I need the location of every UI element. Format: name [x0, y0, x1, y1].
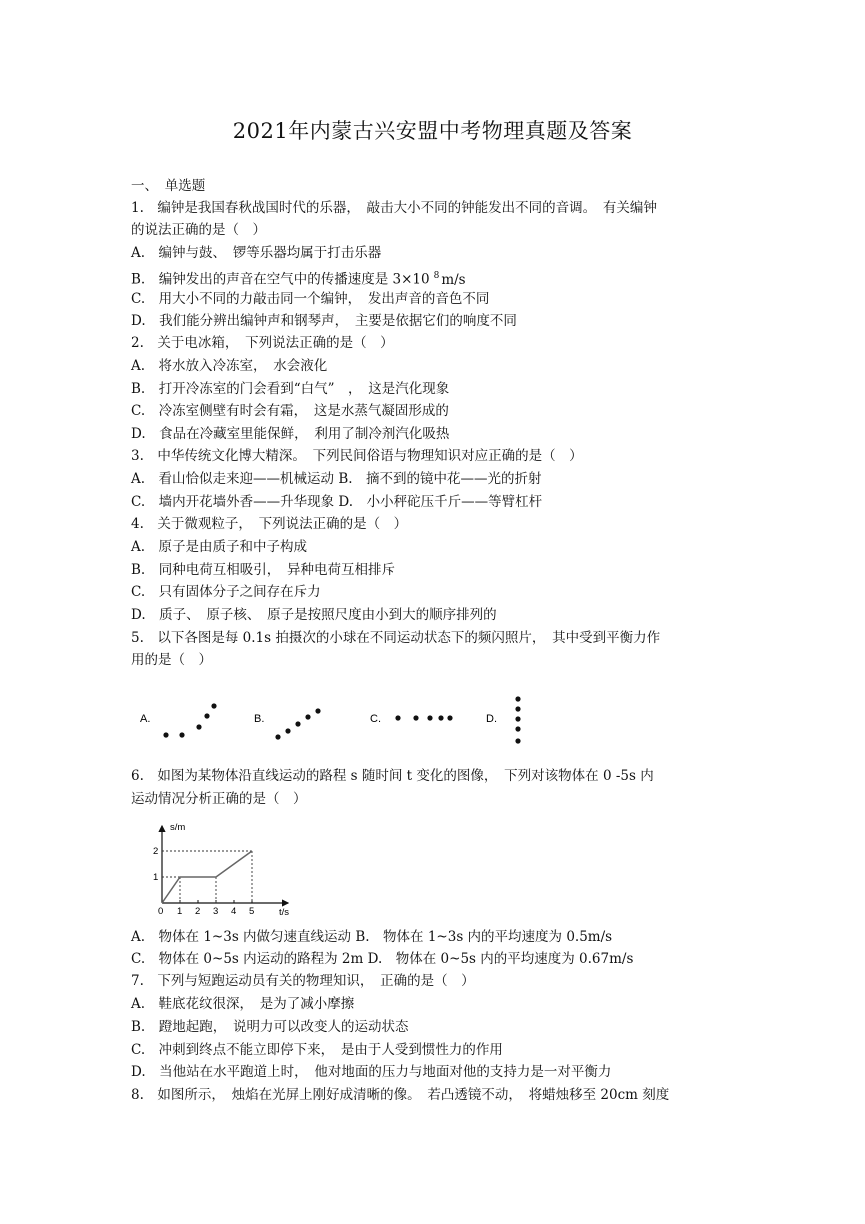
q5-label-b: B.: [254, 713, 265, 725]
strobe-dot: [211, 703, 216, 708]
question-8: 8. 如图所示， 烛焰在光屏上刚好成清晰的像。 若凸透镜不动， 将蜡烛移至 20cm 刻度: [131, 1087, 670, 1103]
q1-option-b: [131, 266, 466, 290]
question-1-cont: 的说法正确的是（ ）: [131, 222, 266, 238]
x-tick-label: 4: [231, 906, 237, 917]
q3-options-ab: A. 看山恰似走来迎——机械运动 B. 摘不到的镜中花——光的折射: [131, 471, 542, 487]
strobe-dot: [427, 715, 432, 720]
q4-option-d: D. 质子、 原子核、 原子是按照尺度由小到大的顺序排列的: [131, 607, 497, 623]
q6-st-chart: [150, 818, 300, 918]
q4-option-b: B. 同种电荷互相吸引， 异种电荷互相排斥: [131, 562, 395, 578]
q2-option-b: B. 打开冷冻室的门会看到“白气” ， 这是汽化现象: [131, 381, 450, 397]
q5-label-a: A.: [140, 713, 151, 725]
q5-label-c: C.: [370, 713, 381, 725]
strobe-dot: [515, 716, 520, 721]
q5-option-d: [486, 696, 521, 743]
question-6: 6. 如图为某物体沿直线运动的路程 s 随时间 t 变化的图像， 下列对该物体在 0 -5s 内: [131, 768, 654, 784]
question-4: 4. 关于微观粒子， 下列说法正确的是（ ）: [131, 516, 408, 532]
q1-option-b-text: B. 编钟发出的声音在空气中的传播速度是 3×10: [131, 271, 430, 288]
q7-option-d: D. 当他站在水平跑道上时， 他对地面的压力与地面对他的支持力是一对平衡力: [131, 1064, 612, 1080]
y-tick-label: 2: [153, 846, 159, 857]
q4-option-c: C. 只有固体分子之间存在斥力: [131, 584, 321, 600]
q5-option-c: [370, 713, 453, 725]
question-6-cont: 运动情况分析正确的是（ ）: [131, 791, 307, 807]
strobe-dot: [275, 734, 280, 739]
strobe-dot: [305, 714, 310, 719]
question-3: 3. 中华传统文化博大精深。 下列民间俗语与物理知识对应正确的是（ ）: [131, 448, 583, 464]
q1-option-a: A. 编钟与鼓、 锣等乐器均属于打击乐器: [131, 245, 382, 261]
strobe-dot: [515, 738, 520, 743]
q2-option-d: D. 食品在冷藏室里能保鲜， 利用了制冷剂汽化吸热: [131, 426, 450, 442]
q1-option-d: D. 我们能分辨出编钟声和钢琴声， 主要是依据它们的响度不同: [131, 313, 517, 329]
question-2: 2. 关于电冰箱， 下列说法正确的是（ ）: [131, 335, 394, 351]
q7-option-c: C. 冲刺到终点不能立即停下来， 是由于人受到惯性力的作用: [131, 1042, 503, 1058]
question-1: 1. 编钟是我国春秋战国时代的乐器， 敲击大小不同的钟能发出不同的音调。 有关编钟: [131, 200, 657, 216]
q1-option-b-unit: m/s: [441, 271, 466, 288]
strobe-dot: [295, 721, 300, 726]
y-axis-label: s/m: [170, 822, 186, 833]
strobe-dot: [163, 732, 168, 737]
strobe-dot: [515, 696, 520, 701]
strobe-dot: [315, 708, 320, 713]
strobe-dot: [413, 715, 418, 720]
x-tick-label: 0: [158, 906, 164, 917]
strobe-dot: [447, 715, 452, 720]
question-5-cont: 用的是（ ）: [131, 652, 212, 668]
x-axis-label: t/s: [279, 907, 290, 918]
q5-option-b: [254, 708, 321, 739]
q3-options-cd: C. 墙内开花墙外香——升华现象 D. 小小秤砣压千斤——等臂杠杆: [131, 494, 543, 510]
strobe-dot: [179, 732, 184, 737]
page-title: 2021年内蒙古兴安盟中考物理真题及答案: [232, 119, 633, 143]
q1-option-c: C. 用大小不同的力敲击同一个编钟， 发出声音的音色不同: [131, 291, 490, 307]
q5-option-a: [140, 703, 217, 737]
question-5: 5. 以下各图是每 0.1s 拍摄次的小球在不同运动状态下的频闪照片， 其中受到平衡力作: [131, 630, 661, 646]
x-tick-label: 1: [177, 906, 183, 917]
q7-option-b: B. 蹬地起跑， 说明力可以改变人的运动状态: [131, 1019, 409, 1035]
question-7: 7. 下列与短跑运动员有关的物理知识， 正确的是（ ）: [131, 973, 475, 989]
q6-options-ab: A. 物体在 1~3s 内做匀速直线运动 B. 物体在 1~3s 内的平均速度为 0.5m/s: [131, 929, 613, 945]
x-tick-label: 5: [249, 906, 255, 917]
strobe-dot: [204, 713, 209, 718]
q6-options-cd: C. 物体在 0~5s 内运动的路程为 2m D. 物体在 0~5s 内的平均速度为 0.67m/s: [131, 951, 634, 967]
section-heading: 一、 单选题: [131, 178, 206, 194]
strobe-dot: [395, 715, 400, 720]
q5-label-d: D.: [486, 713, 497, 725]
strobe-dot: [285, 728, 290, 733]
q2-option-a: A. 将水放入冷冻室， 水会液化: [131, 358, 328, 374]
q7-option-a: A. 鞋底花纹很深， 是为了减小摩擦: [131, 996, 355, 1012]
x-tick-label: 3: [213, 906, 219, 917]
q2-option-c: C. 冷冻室侧壁有时会有霜， 这是水蒸气凝固形成的: [131, 403, 449, 419]
y-tick-label: 1: [153, 872, 159, 883]
x-tick-label: 2: [195, 906, 201, 917]
q1-option-b-exponent: 8: [433, 271, 440, 281]
strobe-dot: [438, 715, 443, 720]
strobe-dot: [515, 706, 520, 711]
strobe-dot: [515, 726, 520, 731]
strobe-dot: [196, 724, 201, 729]
q4-option-a: A. 原子是由质子和中子构成: [131, 539, 308, 555]
q5-strobe-figure: [136, 695, 566, 755]
